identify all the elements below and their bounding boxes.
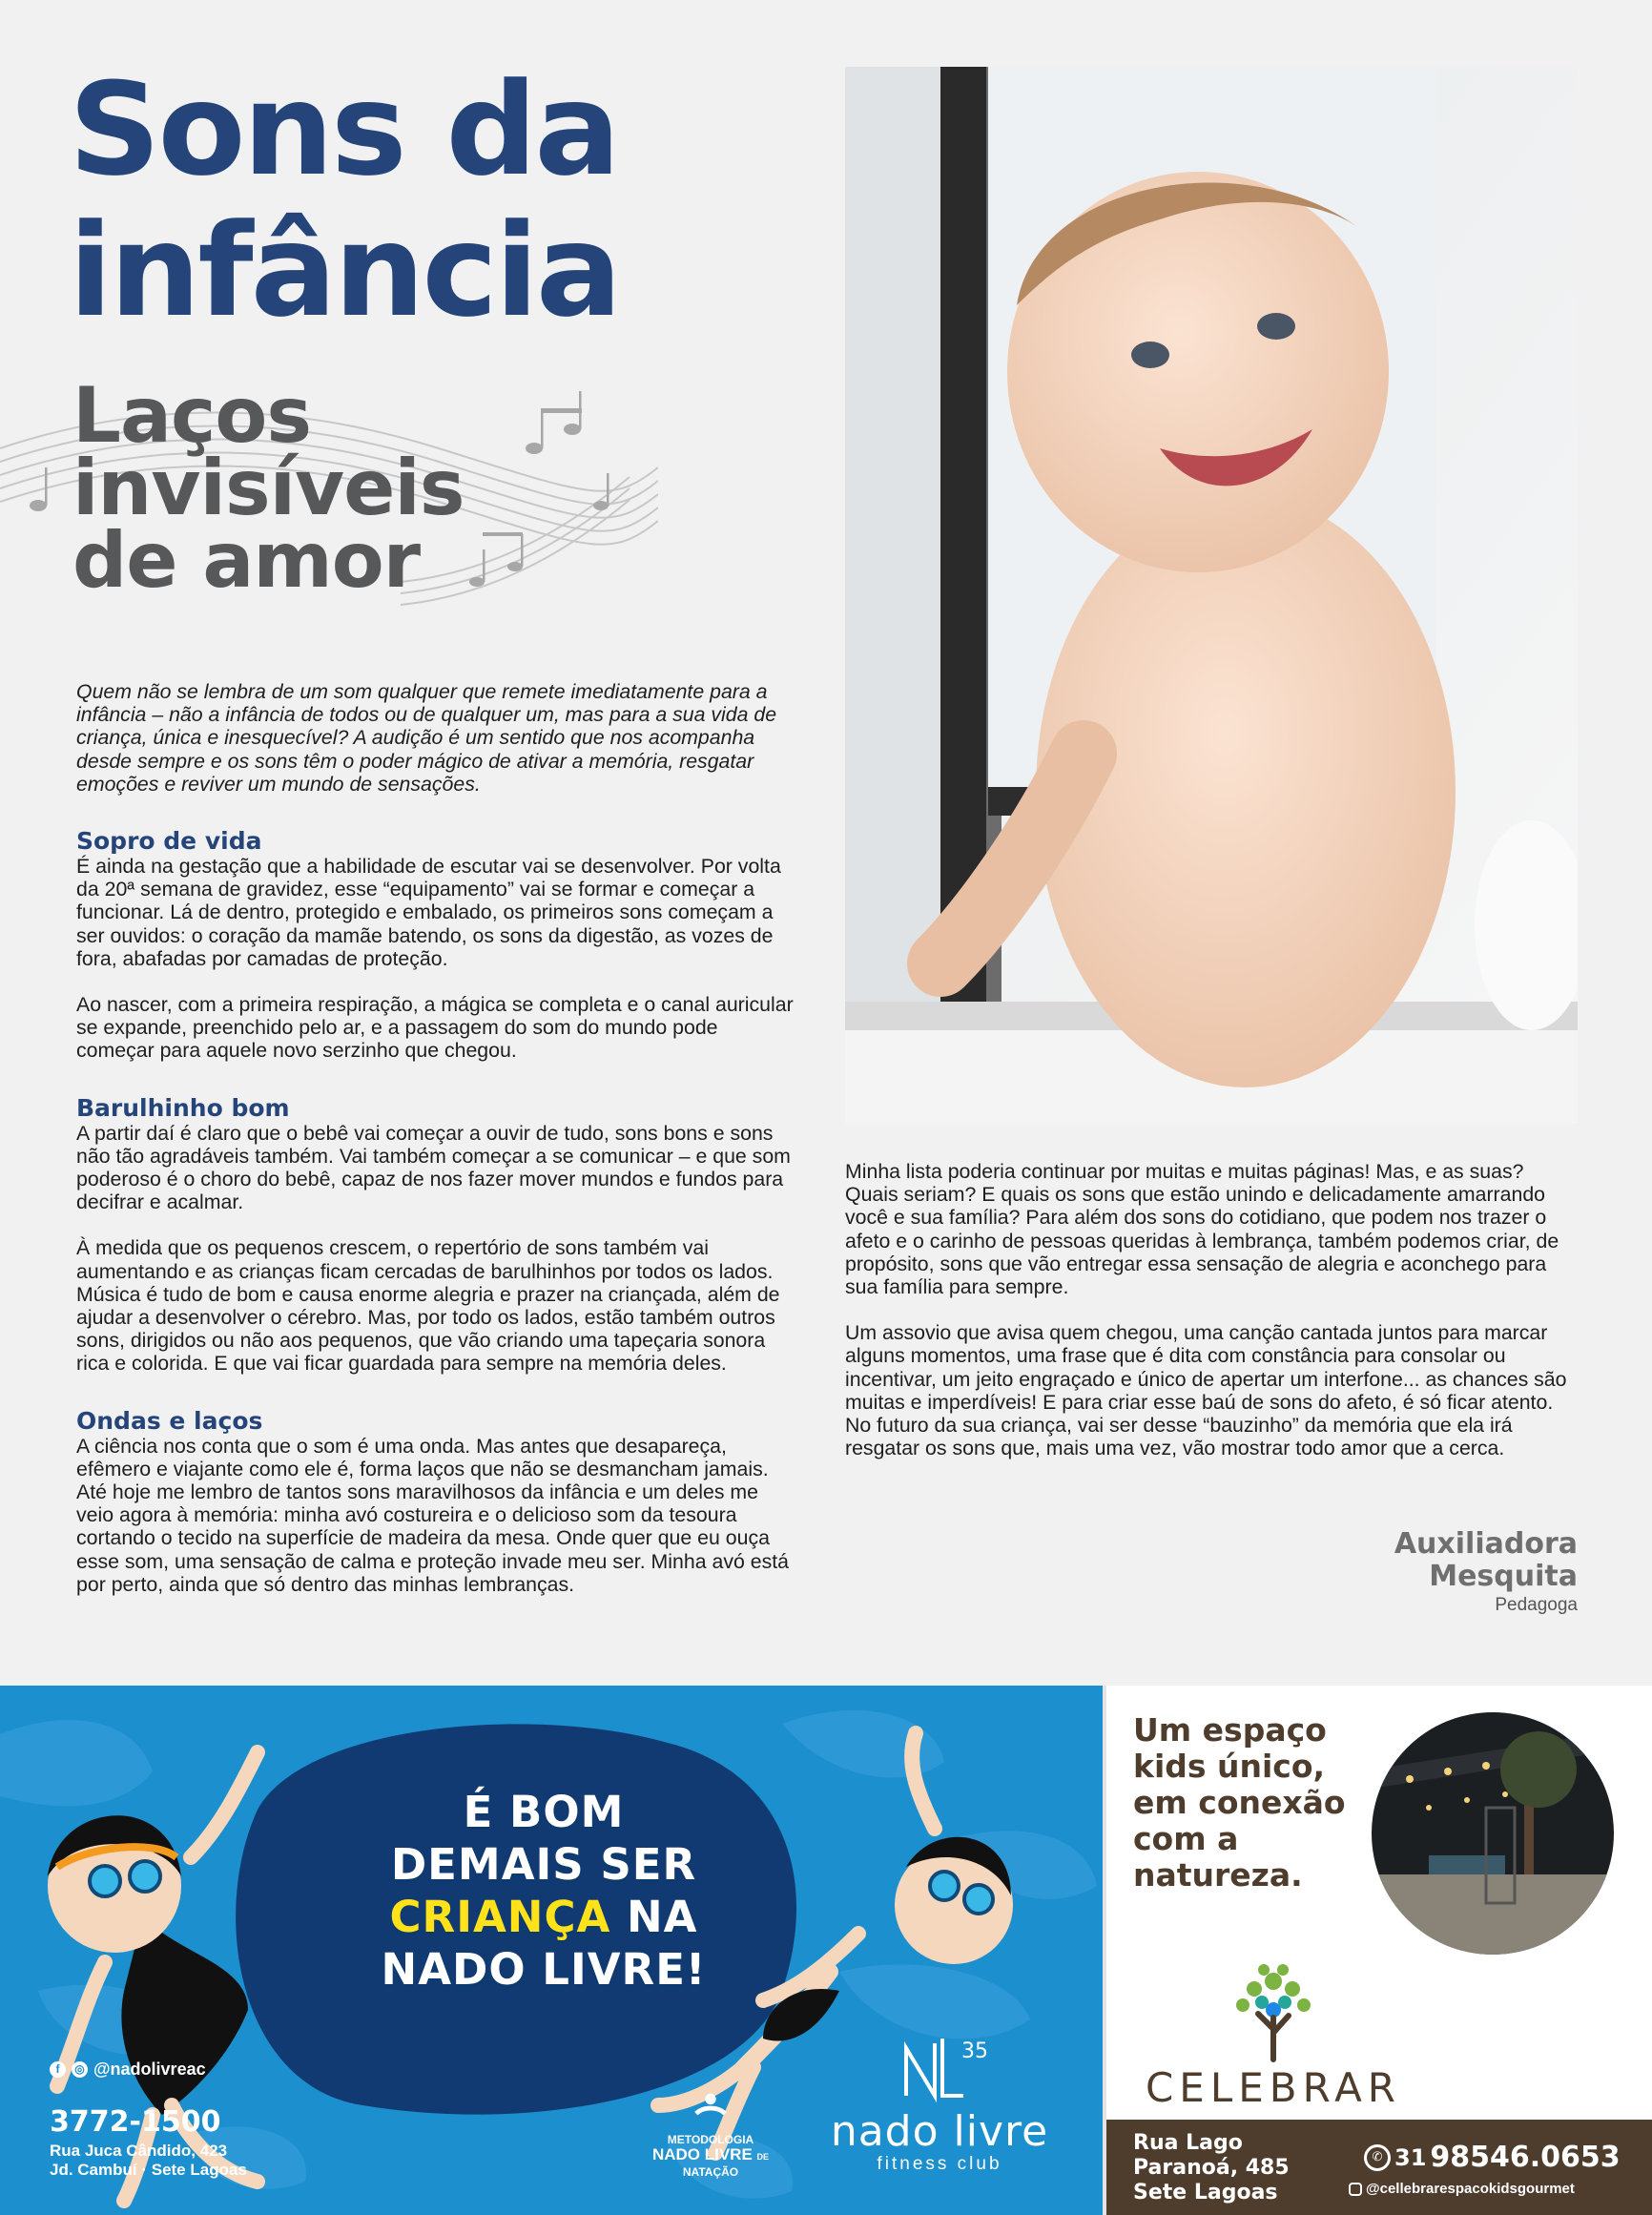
celebrar-phone[interactable]: [1364, 2141, 1621, 2174]
article-paragraph: Ao nascer, com a primeira respiração, a mágica se completa e o canal auricular se expande, preenchido pelo ar, e a passagem do som do mundo pode começar para aquele novo serzinho que chegou.: [76, 993, 794, 1063]
swimmer-icon: [692, 2090, 729, 2126]
instagram-icon: ◎: [72, 2061, 88, 2078]
nl-brand-sub: fitness club: [877, 2154, 1002, 2174]
nado-livre-ad[interactable]: [0, 1686, 1103, 2215]
nado-address-line: Rua Juca Cândido, 423: [50, 2142, 228, 2160]
article-paragraph: A ciência nos conta que o som é uma onda. Mas antes que desapareça, efêmero e viajante como ele é, forma laços que não se desmancham jamais. Até hoje me lembro de tantos sons maravilhosos da infância e um deles me veio agora à memória: minha avó costureira e o delicioso som da tesoura cortando o tecido na superfície de madeira da mesa. Onde quer que eu ouça esse som, uma sensação de calma e proteção invade meu ser. Minha avó está por perto, ainda que só dentro das minhas lembranças.: [76, 1434, 789, 1596]
article-paragraph: Minha lista poderia continuar por muitas e muitas páginas! Mas, e as suas? Quais seriam? E quais os sons que estão unindo e delicadamente amarrando você e sua família? Para além dos sons do cotidiano, que podem nos trazer o afeto e o carinho de pessoas queridas à lembrança, também podemos criar, de propósito, sons que vão entregar essa sensação de alegria e aconchego para sua família para sempre.: [845, 1160, 1559, 1299]
article-right-column: [845, 1160, 1580, 1482]
section-heading-ondas: Ondas e laços: [76, 1406, 263, 1435]
article-subtitle: [72, 371, 465, 605]
phone-prefix: 31: [1394, 2143, 1427, 2171]
metod-line-2: NADO LIVRE DE: [651, 2145, 770, 2163]
nl-brand-name: nado livre: [830, 2107, 1049, 2156]
slogan-line-rest: NA: [610, 1892, 698, 1942]
subtitle-line-1: Laços: [72, 371, 311, 460]
article-paragraph: Um assovio que avisa quem chegou, uma canção cantada juntos para marcar alguns momentos, uma frase que é dita com constância para consolar ou incentivar, um jeito engraçado e único de apertar um interfone... as chances são muitas e imperdíveis! E para criar esse baú de sons do afeto, é só ficar atento. No futuro da sua criança, vai ser desse “bauzinho” da memória que ela irá resgatar os sons que, mais uma vez, vão mostrar todo amor que a cerca.: [845, 1321, 1567, 1460]
facebook-icon: f: [50, 2061, 66, 2078]
tagline-line: natureza.: [1133, 1856, 1303, 1894]
celebrar-brand-name: CELEBRAR: [1145, 2064, 1401, 2111]
article-paragraph: É ainda na gestação que a habilidade de escutar vai se desenvolver. Por volta da 20ª semana de gravidez, esse “equipamento” vai se formar e começar a funcionar. Lá de dentro, protegido e embalado, os primeiros sons começam a ser ouvidos: o coração da mamãe batendo, os sons da digestão, as vozes de fora, abafadas por camadas de proteção.: [76, 855, 781, 970]
baby-photo: [845, 67, 1578, 1124]
instagram-handle: @cellebrarespacokidsgourmet: [1366, 2181, 1575, 2197]
article-paragraph: A partir daí é claro que o bebê vai começar a ouvir de tudo, sons bons e sons não tão agradáveis também. Vai também começar a se comunicar – e que som poderoso é o choro do bebê, capaz de nos fazer mover mundos e fundos para decifrar e acalmar.: [76, 1121, 791, 1214]
metodologia-badge: [630, 2090, 792, 2179]
tagline-line: Um espaço: [1133, 1711, 1327, 1749]
celebrar-instagram[interactable]: [1349, 2181, 1575, 2197]
slogan-line: É BOM: [463, 1787, 625, 1837]
nado-social-text: @nadolivreac: [93, 2060, 206, 2079]
article-intro: Quem não se lembra de um som qualquer que remete imediatamente para a infância – não a infância de todos ou de qualquer um, mas para a sua vida de criança, única e inesquecível? A audição é um sentido que nos acompanha desde sempre e os sons têm o poder mágico de ativar a memória, resgatar emoções e reviver um mundo de sensações.: [76, 680, 777, 796]
celebrar-logo: [1135, 1953, 1412, 2111]
celebrar-footer: [1106, 2120, 1652, 2215]
nado-phone[interactable]: 3772-1500: [50, 2105, 221, 2139]
tree-icon: [1216, 1953, 1331, 2067]
subtitle-line-2: invisíveis: [72, 444, 465, 532]
celebrar-address: [1133, 2131, 1290, 2205]
author-role: Pedagoga: [1495, 1595, 1578, 1615]
venue-photo: [1372, 1712, 1614, 1955]
nado-social-handle[interactable]: [50, 2060, 206, 2080]
article-paragraph: À medida que os pequenos crescem, o repertório de sons também vai aumentando e as crianças ficam cercadas de barulhinhos por todos os lados. Música é tudo de bom e causa enorme alegria e prazer na criançada, além de ajudar a desenvolver o cérebro. Mas, por todo os lados, estão também outros sons, dirigidos ou não aos pequenos, que vão criando uma tapeçaria sonora rica e colorida. E que vai ficar guardada para sempre na memória deles.: [76, 1236, 780, 1376]
slogan-line: NADO LIVRE!: [381, 1944, 707, 1995]
whatsapp-icon: ✆: [1364, 2144, 1391, 2171]
celebrar-tagline: [1133, 1712, 1372, 1894]
nado-slogan: [315, 1786, 773, 1996]
nl-monogram-icon: [887, 2029, 992, 2105]
nado-address: [50, 2142, 247, 2180]
instagram-icon: [1349, 2183, 1362, 2196]
nado-address-line: Jd. Cambuí · Sete Lagoas: [50, 2161, 247, 2179]
title-line-1: Sons da: [69, 55, 618, 204]
celebrar-address-line: Paranoá, 485: [1133, 2156, 1290, 2180]
section-heading-sopro: Sopro de vida: [76, 827, 262, 856]
tagline-line: com a: [1133, 1820, 1239, 1857]
svg-text:35: 35: [961, 2039, 988, 2063]
metod-line-3: NATAÇÃO: [682, 2165, 739, 2179]
article-title: [69, 55, 620, 345]
tagline-line: kids único,: [1133, 1748, 1326, 1785]
slogan-line: [315, 1891, 773, 1943]
slogan-highlight: CRIANÇA: [389, 1892, 611, 1942]
article-left-column: [76, 680, 797, 1619]
author-last-name: Mesquita: [1429, 1560, 1578, 1593]
author-byline: [1394, 1528, 1578, 1616]
phone-number: 98546.0653: [1430, 2141, 1621, 2174]
subtitle-line-3: de amor: [72, 516, 421, 605]
celebrar-address-line: Sete Lagoas: [1133, 2181, 1278, 2205]
celebrar-ad[interactable]: [1103, 1686, 1652, 2215]
section-heading-barulhinho: Barulhinho bom: [76, 1093, 290, 1122]
title-line-2: infância: [69, 197, 620, 345]
celebrar-address-line: Rua Lago: [1133, 2131, 1243, 2155]
author-first-name: Auxiliadora: [1394, 1527, 1578, 1561]
slogan-line: DEMAIS SER: [390, 1839, 697, 1890]
tagline-line: em conexão: [1133, 1784, 1346, 1821]
metod-line-1: METODOLOGIA: [667, 2133, 754, 2146]
nado-livre-logo: [820, 2029, 1059, 2175]
